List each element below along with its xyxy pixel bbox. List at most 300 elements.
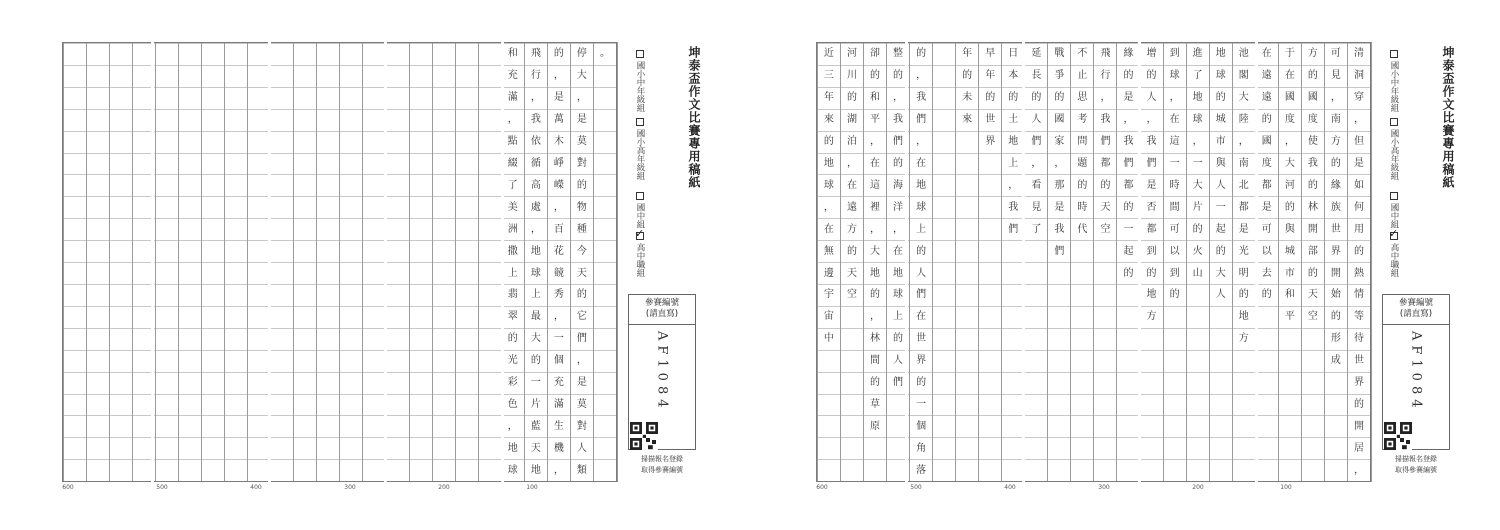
grid-cell[interactable] bbox=[317, 196, 339, 218]
grid-cell[interactable] bbox=[225, 437, 247, 459]
grid-cell[interactable]: 世 bbox=[1348, 350, 1370, 372]
grid-cell[interactable]: 何 bbox=[1348, 196, 1370, 218]
grid-cell[interactable]: 遠 bbox=[1256, 65, 1278, 87]
grid-cell[interactable] bbox=[1256, 437, 1278, 459]
grid-cell[interactable] bbox=[594, 459, 616, 481]
grid-cell[interactable] bbox=[410, 394, 432, 416]
grid-cell[interactable] bbox=[456, 218, 478, 240]
grid-cell[interactable] bbox=[1048, 415, 1070, 437]
grid-cell[interactable]: 們 bbox=[887, 372, 909, 394]
grid-cell[interactable]: ， bbox=[1141, 109, 1163, 131]
grid-cell[interactable]: 地 bbox=[887, 262, 909, 284]
grid-cell[interactable] bbox=[979, 372, 1001, 394]
grid-cell[interactable] bbox=[271, 437, 293, 459]
grid-cell[interactable] bbox=[271, 240, 293, 262]
grid-cell[interactable]: 的 bbox=[1002, 87, 1024, 109]
grid-cell[interactable]: 的 bbox=[1325, 306, 1347, 328]
grid-cell[interactable]: 如 bbox=[1348, 174, 1370, 196]
grid-cell[interactable] bbox=[1279, 394, 1301, 416]
grid-cell[interactable]: 家 bbox=[1048, 131, 1070, 153]
grid-cell[interactable]: ， bbox=[502, 415, 524, 437]
grid-cell[interactable]: 的 bbox=[1048, 87, 1070, 109]
grid-cell[interactable]: 球 bbox=[910, 196, 932, 218]
grid-cell[interactable]: 河 bbox=[1279, 174, 1301, 196]
grid-cell[interactable]: 的 bbox=[887, 328, 909, 350]
grid-cell[interactable] bbox=[979, 262, 1001, 284]
grid-cell[interactable]: ， bbox=[841, 153, 863, 175]
grid-cell[interactable] bbox=[479, 174, 501, 196]
grid-cell[interactable]: 我 bbox=[1048, 218, 1070, 240]
grid-cell[interactable]: 裡 bbox=[864, 196, 886, 218]
grid-cell[interactable] bbox=[225, 87, 247, 109]
grid-cell[interactable] bbox=[387, 372, 409, 394]
grid-cell[interactable]: 們 bbox=[1141, 153, 1163, 175]
grid-cell[interactable] bbox=[87, 306, 109, 328]
grid-cell[interactable]: ， bbox=[1348, 109, 1370, 131]
grid-cell[interactable]: 的 bbox=[1141, 65, 1163, 87]
grid-cell[interactable] bbox=[1025, 306, 1047, 328]
grid-cell[interactable]: 大 bbox=[1187, 174, 1209, 196]
grid-cell[interactable] bbox=[1164, 372, 1186, 394]
grid-cell[interactable]: 最 bbox=[525, 306, 547, 328]
grid-cell[interactable] bbox=[594, 394, 616, 416]
grid-cell[interactable] bbox=[1325, 394, 1347, 416]
grid-cell[interactable] bbox=[410, 196, 432, 218]
grid-cell[interactable] bbox=[456, 284, 478, 306]
grid-cell[interactable] bbox=[64, 284, 86, 306]
grid-cell[interactable] bbox=[841, 350, 863, 372]
grid-cell[interactable]: ， bbox=[548, 459, 570, 481]
grid-cell[interactable] bbox=[1094, 459, 1116, 481]
grid-cell[interactable]: 等 bbox=[1348, 306, 1370, 328]
grid-cell[interactable] bbox=[87, 415, 109, 437]
grid-cell[interactable]: 在 bbox=[864, 153, 886, 175]
grid-cell[interactable] bbox=[87, 328, 109, 350]
grid-cell[interactable] bbox=[1187, 328, 1209, 350]
grid-cell[interactable] bbox=[979, 437, 1001, 459]
grid-cell[interactable] bbox=[271, 87, 293, 109]
grid-cell[interactable]: 萬 bbox=[548, 109, 570, 131]
grid-cell[interactable]: 用 bbox=[1348, 218, 1370, 240]
grid-cell[interactable] bbox=[202, 196, 224, 218]
grid-cell[interactable]: 度 bbox=[1302, 109, 1324, 131]
grid-cell[interactable] bbox=[387, 174, 409, 196]
grid-cell[interactable] bbox=[864, 437, 886, 459]
grid-cell[interactable]: 球 bbox=[818, 174, 840, 196]
grid-cell[interactable]: 上 bbox=[502, 262, 524, 284]
grid-cell[interactable]: 熱 bbox=[1348, 262, 1370, 284]
grid-cell[interactable] bbox=[387, 394, 409, 416]
grid-cell[interactable]: 一 bbox=[548, 328, 570, 350]
grid-cell[interactable] bbox=[294, 459, 316, 481]
grid-cell[interactable] bbox=[294, 174, 316, 196]
grid-cell[interactable] bbox=[1094, 437, 1116, 459]
grid-cell[interactable]: 見 bbox=[1325, 65, 1347, 87]
grid-cell[interactable]: 行 bbox=[525, 65, 547, 87]
grid-cell[interactable] bbox=[1094, 284, 1116, 306]
grid-cell[interactable] bbox=[271, 415, 293, 437]
grid-cell[interactable]: 宇 bbox=[818, 284, 840, 306]
grid-cell[interactable]: 土 bbox=[1002, 109, 1024, 131]
grid-cell[interactable]: 天 bbox=[525, 437, 547, 459]
grid-cell[interactable] bbox=[202, 284, 224, 306]
grid-cell[interactable] bbox=[271, 459, 293, 481]
grid-cell[interactable] bbox=[271, 174, 293, 196]
grid-cell[interactable] bbox=[956, 415, 978, 437]
grid-cell[interactable]: 機 bbox=[548, 437, 570, 459]
grid-cell[interactable]: 我 bbox=[1302, 153, 1324, 175]
grid-cell[interactable]: 我 bbox=[1141, 131, 1163, 153]
grid-cell[interactable] bbox=[1325, 437, 1347, 459]
grid-cell[interactable] bbox=[64, 459, 86, 481]
grid-cell[interactable]: 世 bbox=[979, 109, 1001, 131]
grid-cell[interactable]: 和 bbox=[502, 43, 524, 65]
grid-cell[interactable]: 我 bbox=[1002, 196, 1024, 218]
grid-cell[interactable] bbox=[1048, 459, 1070, 481]
grid-cell[interactable] bbox=[317, 306, 339, 328]
grid-cell[interactable] bbox=[87, 196, 109, 218]
grid-cell[interactable]: 對 bbox=[571, 153, 593, 175]
grid-cell[interactable] bbox=[64, 350, 86, 372]
grid-cell[interactable] bbox=[594, 372, 616, 394]
grid-cell[interactable] bbox=[933, 153, 955, 175]
grid-cell[interactable] bbox=[1233, 394, 1255, 416]
grid-cell[interactable] bbox=[456, 131, 478, 153]
grid-cell[interactable]: 我 bbox=[525, 109, 547, 131]
grid-cell[interactable] bbox=[294, 284, 316, 306]
grid-cell[interactable] bbox=[110, 240, 132, 262]
grid-cell[interactable] bbox=[433, 43, 455, 65]
grid-cell[interactable] bbox=[110, 153, 132, 175]
grid-cell[interactable]: 和 bbox=[864, 87, 886, 109]
grid-cell[interactable] bbox=[110, 131, 132, 153]
category-elementary-middle[interactable]: 國小中年級組 bbox=[634, 50, 646, 112]
grid-cell[interactable] bbox=[317, 394, 339, 416]
grid-cell[interactable] bbox=[87, 372, 109, 394]
grid-cell[interactable] bbox=[456, 174, 478, 196]
grid-cell[interactable]: 早 bbox=[979, 43, 1001, 65]
grid-cell[interactable]: 天 bbox=[571, 262, 593, 284]
grid-cell[interactable]: 長 bbox=[1025, 65, 1047, 87]
grid-cell[interactable]: 方 bbox=[1325, 131, 1347, 153]
grid-cell[interactable]: 世 bbox=[910, 328, 932, 350]
grid-cell[interactable] bbox=[271, 109, 293, 131]
grid-cell[interactable] bbox=[87, 65, 109, 87]
grid-cell[interactable]: 的 bbox=[887, 153, 909, 175]
grid-cell[interactable] bbox=[387, 306, 409, 328]
grid-cell[interactable]: 在 bbox=[887, 240, 909, 262]
grid-cell[interactable]: 世 bbox=[1325, 218, 1347, 240]
grid-cell[interactable] bbox=[1094, 394, 1116, 416]
grid-cell[interactable]: 度 bbox=[1256, 153, 1278, 175]
grid-cell[interactable]: 考 bbox=[1071, 109, 1093, 131]
grid-cell[interactable]: 的 bbox=[1094, 174, 1116, 196]
grid-cell[interactable]: 人 bbox=[1025, 109, 1047, 131]
grid-cell[interactable] bbox=[340, 459, 362, 481]
grid-cell[interactable]: 以 bbox=[1164, 240, 1186, 262]
grid-cell[interactable] bbox=[294, 109, 316, 131]
grid-cell[interactable] bbox=[1187, 284, 1209, 306]
grid-cell[interactable]: 的 bbox=[548, 43, 570, 65]
grid-cell[interactable]: 人 bbox=[1141, 87, 1163, 109]
grid-cell[interactable] bbox=[594, 437, 616, 459]
grid-cell[interactable]: 的 bbox=[1117, 65, 1139, 87]
grid-cell[interactable] bbox=[271, 372, 293, 394]
grid-cell[interactable]: 海 bbox=[887, 174, 909, 196]
grid-cell[interactable] bbox=[410, 284, 432, 306]
grid-cell[interactable] bbox=[1094, 240, 1116, 262]
grid-cell[interactable]: 嶸 bbox=[548, 174, 570, 196]
grid-cell[interactable]: 大 bbox=[1210, 262, 1232, 284]
grid-cell[interactable] bbox=[340, 372, 362, 394]
grid-cell[interactable]: 地 bbox=[910, 174, 932, 196]
grid-cell[interactable]: 循 bbox=[525, 153, 547, 175]
grid-cell[interactable]: 。 bbox=[594, 43, 616, 65]
grid-cell[interactable] bbox=[479, 240, 501, 262]
grid-cell[interactable] bbox=[363, 174, 385, 196]
grid-cell[interactable]: 問 bbox=[1071, 131, 1093, 153]
grid-cell[interactable]: 的 bbox=[1187, 218, 1209, 240]
grid-cell[interactable] bbox=[1048, 350, 1070, 372]
grid-cell[interactable] bbox=[1256, 459, 1278, 481]
grid-cell[interactable]: ， bbox=[525, 218, 547, 240]
grid-cell[interactable] bbox=[479, 284, 501, 306]
grid-cell[interactable] bbox=[1210, 437, 1232, 459]
grid-cell[interactable] bbox=[179, 131, 201, 153]
grid-cell[interactable]: 的 bbox=[1325, 153, 1347, 175]
grid-cell[interactable] bbox=[363, 350, 385, 372]
grid-cell[interactable]: 了 bbox=[502, 174, 524, 196]
grid-cell[interactable]: 空 bbox=[841, 284, 863, 306]
grid-cell[interactable] bbox=[1302, 372, 1324, 394]
grid-cell[interactable] bbox=[1025, 328, 1047, 350]
grid-cell[interactable] bbox=[156, 306, 178, 328]
grid-cell[interactable] bbox=[225, 459, 247, 481]
grid-cell[interactable] bbox=[64, 218, 86, 240]
grid-cell[interactable] bbox=[979, 306, 1001, 328]
grid-cell[interactable] bbox=[956, 350, 978, 372]
grid-cell[interactable]: 間 bbox=[1164, 196, 1186, 218]
grid-cell[interactable] bbox=[933, 284, 955, 306]
grid-cell[interactable] bbox=[110, 174, 132, 196]
grid-cell[interactable] bbox=[156, 196, 178, 218]
grid-cell[interactable] bbox=[156, 284, 178, 306]
grid-cell[interactable] bbox=[64, 372, 86, 394]
grid-cell[interactable]: 的 bbox=[1348, 240, 1370, 262]
grid-cell[interactable] bbox=[1071, 306, 1093, 328]
grid-cell[interactable]: 依 bbox=[525, 131, 547, 153]
grid-cell[interactable] bbox=[1325, 415, 1347, 437]
grid-cell[interactable]: 界 bbox=[979, 131, 1001, 153]
grid-cell[interactable] bbox=[387, 109, 409, 131]
grid-cell[interactable] bbox=[179, 262, 201, 284]
grid-cell[interactable]: 來 bbox=[818, 109, 840, 131]
grid-cell[interactable] bbox=[202, 131, 224, 153]
grid-cell[interactable] bbox=[1094, 262, 1116, 284]
grid-cell[interactable]: 都 bbox=[1256, 174, 1278, 196]
grid-cell[interactable] bbox=[1164, 306, 1186, 328]
grid-cell[interactable] bbox=[202, 174, 224, 196]
grid-cell[interactable] bbox=[363, 328, 385, 350]
grid-cell[interactable]: 卻 bbox=[864, 43, 886, 65]
grid-cell[interactable]: 都 bbox=[1233, 196, 1255, 218]
qr-code-icon[interactable] bbox=[630, 422, 658, 450]
grid-cell[interactable]: ， bbox=[548, 306, 570, 328]
grid-cell[interactable] bbox=[202, 240, 224, 262]
grid-cell[interactable] bbox=[1094, 306, 1116, 328]
grid-cell[interactable] bbox=[1210, 415, 1232, 437]
grid-cell[interactable] bbox=[456, 262, 478, 284]
grid-cell[interactable] bbox=[594, 153, 616, 175]
grid-cell[interactable] bbox=[594, 65, 616, 87]
grid-cell[interactable] bbox=[271, 306, 293, 328]
grid-cell[interactable] bbox=[1141, 372, 1163, 394]
grid-cell[interactable] bbox=[979, 350, 1001, 372]
grid-cell[interactable]: 南 bbox=[1233, 153, 1255, 175]
grid-cell[interactable]: 方 bbox=[1141, 306, 1163, 328]
grid-cell[interactable]: 我 bbox=[1094, 109, 1116, 131]
grid-cell[interactable] bbox=[594, 196, 616, 218]
grid-cell[interactable]: 一 bbox=[1164, 153, 1186, 175]
grid-cell[interactable]: 的 bbox=[1141, 262, 1163, 284]
grid-cell[interactable] bbox=[1279, 372, 1301, 394]
grid-cell[interactable] bbox=[410, 153, 432, 175]
grid-cell[interactable] bbox=[933, 240, 955, 262]
grid-cell[interactable] bbox=[1094, 415, 1116, 437]
grid-cell[interactable]: 以 bbox=[1256, 240, 1278, 262]
grid-cell[interactable]: 的 bbox=[1302, 65, 1324, 87]
grid-cell[interactable] bbox=[433, 284, 455, 306]
grid-cell[interactable] bbox=[1256, 372, 1278, 394]
grid-cell[interactable]: 停 bbox=[571, 43, 593, 65]
grid-cell[interactable]: 的 bbox=[910, 43, 932, 65]
grid-cell[interactable]: 是 bbox=[571, 109, 593, 131]
category-senior-high[interactable]: ✓高中職組 bbox=[1388, 232, 1400, 277]
qr-code-icon[interactable] bbox=[1384, 422, 1412, 450]
grid-cell[interactable]: 大 bbox=[1279, 153, 1301, 175]
grid-cell[interactable]: 地 bbox=[818, 153, 840, 175]
grid-cell[interactable]: 是 bbox=[1233, 218, 1255, 240]
grid-cell[interactable]: 的 bbox=[571, 284, 593, 306]
grid-cell[interactable] bbox=[110, 262, 132, 284]
grid-cell[interactable] bbox=[456, 415, 478, 437]
grid-cell[interactable]: 開 bbox=[1302, 218, 1324, 240]
grid-cell[interactable] bbox=[64, 262, 86, 284]
grid-cell[interactable]: 市 bbox=[1279, 262, 1301, 284]
grid-cell[interactable]: 洞 bbox=[1348, 65, 1370, 87]
grid-cell[interactable] bbox=[294, 328, 316, 350]
grid-cell[interactable]: 的 bbox=[1117, 262, 1139, 284]
grid-cell[interactable] bbox=[1048, 372, 1070, 394]
grid-cell[interactable] bbox=[110, 394, 132, 416]
grid-cell[interactable]: 地 bbox=[525, 459, 547, 481]
registration-number[interactable]: AF1084 bbox=[654, 330, 670, 413]
grid-cell[interactable]: 們 bbox=[910, 109, 932, 131]
grid-cell[interactable]: 的 bbox=[525, 350, 547, 372]
grid-cell[interactable]: 平 bbox=[1279, 306, 1301, 328]
grid-cell[interactable] bbox=[456, 65, 478, 87]
grid-cell[interactable] bbox=[956, 240, 978, 262]
grid-cell[interactable] bbox=[979, 196, 1001, 218]
grid-cell[interactable] bbox=[64, 109, 86, 131]
grid-cell[interactable] bbox=[87, 459, 109, 481]
grid-cell[interactable]: 我 bbox=[910, 87, 932, 109]
grid-cell[interactable] bbox=[363, 109, 385, 131]
grid-cell[interactable]: 球 bbox=[525, 262, 547, 284]
grid-cell[interactable] bbox=[387, 284, 409, 306]
grid-cell[interactable] bbox=[933, 174, 955, 196]
grid-cell[interactable]: 地 bbox=[1187, 87, 1209, 109]
grid-cell[interactable] bbox=[179, 350, 201, 372]
grid-cell[interactable] bbox=[594, 328, 616, 350]
grid-cell[interactable]: ， bbox=[1279, 131, 1301, 153]
grid-cell[interactable]: 的 bbox=[1256, 284, 1278, 306]
grid-cell[interactable] bbox=[363, 153, 385, 175]
grid-cell[interactable]: 可 bbox=[1325, 43, 1347, 65]
grid-cell[interactable] bbox=[456, 153, 478, 175]
grid-cell[interactable]: 年 bbox=[979, 65, 1001, 87]
grid-cell[interactable]: ， bbox=[571, 87, 593, 109]
grid-cell[interactable]: 洲 bbox=[502, 218, 524, 240]
grid-cell[interactable]: 們 bbox=[1117, 153, 1139, 175]
grid-cell[interactable]: 三 bbox=[818, 65, 840, 87]
grid-cell[interactable] bbox=[410, 174, 432, 196]
grid-cell[interactable]: 但 bbox=[1348, 131, 1370, 153]
grid-cell[interactable] bbox=[340, 109, 362, 131]
grid-cell[interactable] bbox=[933, 372, 955, 394]
grid-cell[interactable] bbox=[956, 153, 978, 175]
grid-cell[interactable]: 情 bbox=[1348, 284, 1370, 306]
grid-cell[interactable]: 是 bbox=[1117, 87, 1139, 109]
grid-cell[interactable]: 的 bbox=[502, 328, 524, 350]
grid-cell[interactable]: 一 bbox=[1117, 218, 1139, 240]
grid-cell[interactable] bbox=[433, 372, 455, 394]
grid-cell[interactable] bbox=[1164, 415, 1186, 437]
grid-cell[interactable]: 了 bbox=[1025, 218, 1047, 240]
grid-cell[interactable] bbox=[1025, 284, 1047, 306]
grid-cell[interactable] bbox=[979, 415, 1001, 437]
grid-cell[interactable] bbox=[479, 87, 501, 109]
grid-cell[interactable] bbox=[1233, 350, 1255, 372]
grid-cell[interactable] bbox=[1094, 372, 1116, 394]
grid-cell[interactable]: 池 bbox=[1233, 43, 1255, 65]
grid-cell[interactable] bbox=[1210, 306, 1232, 328]
grid-cell[interactable]: ， bbox=[1348, 459, 1370, 481]
grid-cell[interactable]: 起 bbox=[1210, 218, 1232, 240]
grid-cell[interactable] bbox=[271, 262, 293, 284]
grid-cell[interactable] bbox=[979, 240, 1001, 262]
grid-cell[interactable] bbox=[433, 153, 455, 175]
grid-cell[interactable] bbox=[979, 459, 1001, 481]
grid-cell[interactable]: 色 bbox=[502, 394, 524, 416]
grid-cell[interactable] bbox=[340, 415, 362, 437]
grid-cell[interactable]: 國 bbox=[1256, 131, 1278, 153]
grid-cell[interactable] bbox=[317, 174, 339, 196]
grid-cell[interactable] bbox=[317, 131, 339, 153]
grid-cell[interactable]: 進 bbox=[1187, 43, 1209, 65]
grid-cell[interactable] bbox=[818, 459, 840, 481]
grid-cell[interactable] bbox=[1256, 306, 1278, 328]
grid-cell[interactable] bbox=[479, 328, 501, 350]
grid-cell[interactable]: 的 bbox=[841, 240, 863, 262]
grid-cell[interactable]: 代 bbox=[1071, 218, 1093, 240]
grid-cell[interactable]: 的 bbox=[818, 131, 840, 153]
grid-cell[interactable]: 閣 bbox=[1233, 65, 1255, 87]
grid-cell[interactable] bbox=[479, 218, 501, 240]
grid-cell[interactable] bbox=[933, 394, 955, 416]
grid-cell[interactable] bbox=[317, 415, 339, 437]
grid-cell[interactable] bbox=[456, 328, 478, 350]
